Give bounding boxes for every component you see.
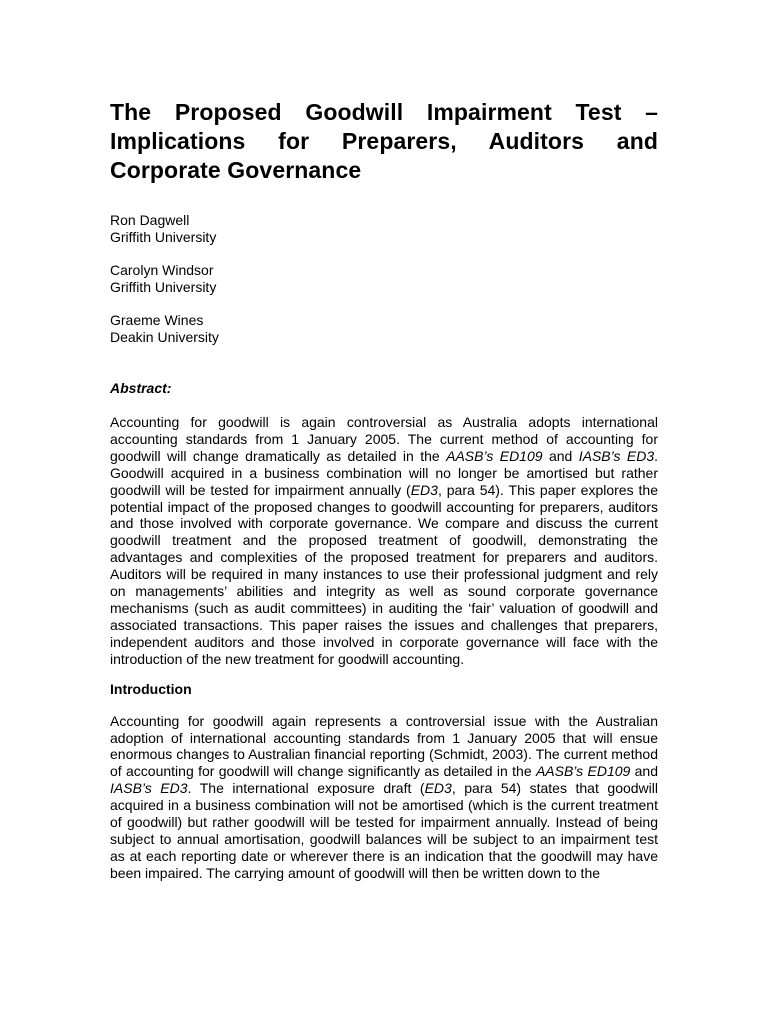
- text-run: . Goodwill acquired in a business combination will no longer be amortised but rather goodwill will be tested for impairment annually (: [110, 447, 659, 498]
- text-run: , para 54) states that goodwill acquired in a business combination will not be amortised (which is the current treatment of goodwill) but rather goodwill will be tested for impairment annually. Instead of being subject to annual amortisation, goodwill balances will be subject to an impairment test as at each reporting date or wherever there is an indication that the goodwill may have been impaired. The carrying amount of goodwill will then be written down to the: [110, 780, 658, 881]
- text-run: Accounting for goodwill again represents a controversial issue with the Australian adoption of international accounting standards from 1 January 2005 that will ensue enormous changes to Australian financial reporting (Schmidt, 2003). The current method of accounting for goodwill will change significantly as detailed in the: [110, 712, 658, 780]
- author-affiliation: Griffith University: [110, 229, 217, 245]
- author-affiliation: Deakin University: [110, 329, 219, 345]
- text-run: and: [630, 763, 659, 780]
- italic-reference: AASB’s ED109: [446, 447, 543, 464]
- introduction-heading: Introduction: [110, 680, 192, 697]
- italic-reference: ED3: [410, 481, 438, 498]
- italic-reference: ED3: [424, 780, 452, 797]
- author-name: Graeme Wines: [110, 312, 204, 328]
- text-run: , para 54). This paper explores the potential impact of the proposed changes to goodwill accounting for preparers, auditors and those involved with corporate governance. We compare and discuss the current goodwill treatment and the proposed treatment of goodwill, demonstrating the advantages and complexities of the proposed treatment for preparers and auditors. Auditors will be required in many instances to use their professional judgment and rely on managements’ abilities and integrity as well as sound corporate governance mechanisms (such as audit committees) in auditing the ‘fair’ valuation of goodwill and associated transactions. This paper raises the issues and challenges that preparers, independent auditors and those involved in corporate governance will face with the introduction of the new treatment for goodwill accounting.: [110, 481, 658, 667]
- author-block-2: [110, 262, 658, 296]
- author-name: Carolyn Windsor: [110, 262, 214, 278]
- italic-reference: IASB’s ED3: [110, 780, 188, 797]
- document-page: [110, 98, 658, 882]
- italic-reference: AASB’s ED109: [535, 763, 631, 780]
- introduction-paragraph: [110, 713, 658, 882]
- author-block-3: [110, 312, 658, 346]
- author-block-1: [110, 212, 658, 246]
- text-run: Accounting for goodwill is again controversial as Australia adopts international accounting standards from 1 January 2005. The current method of accounting for goodwill will change dramatically as detailed in the: [110, 414, 658, 464]
- title-line-2: Implications for Preparers, Auditors and: [110, 128, 658, 154]
- page-title: [110, 98, 658, 185]
- title-line-3: Corporate Governance: [110, 157, 362, 183]
- author-affiliation: Griffith University: [110, 279, 217, 295]
- text-run: and: [542, 447, 579, 464]
- italic-reference: IASB’s ED3: [578, 447, 655, 464]
- text-run: . The international exposure draft (: [187, 780, 425, 797]
- author-name: Ron Dagwell: [110, 212, 190, 228]
- abstract-heading: Abstract:: [110, 380, 172, 396]
- title-line-1: The Proposed Goodwill Impairment Test –: [110, 99, 658, 125]
- abstract-paragraph: [110, 414, 658, 668]
